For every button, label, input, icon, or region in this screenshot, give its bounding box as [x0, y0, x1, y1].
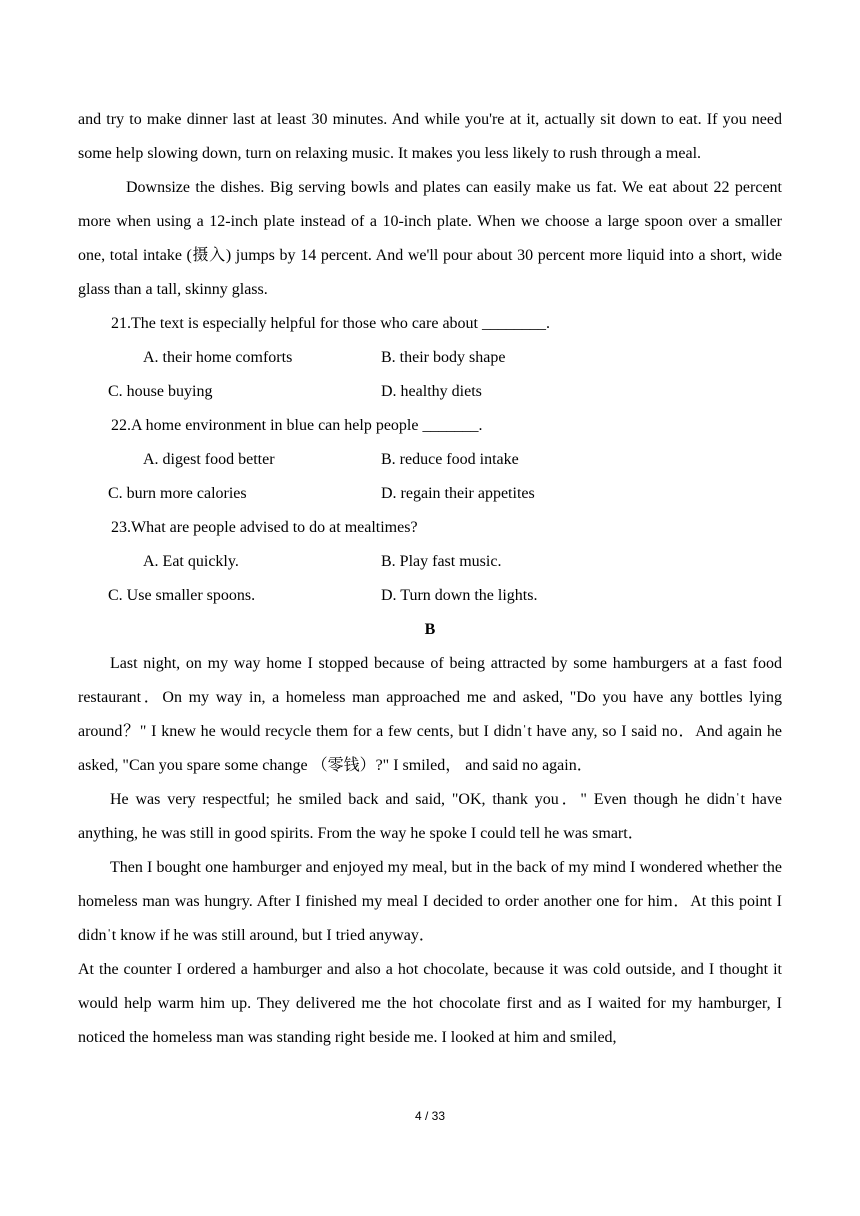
option-c: C. house buying — [108, 383, 213, 400]
question-stem: 22.A home environment in blue can help people _______. — [111, 417, 483, 434]
question-23 — [78, 511, 782, 613]
passage-a-paragraph-2: Downsize the dishes. Big serving bowls and plates can easily make us fat. We eat about 22 percent more when using a 12-inch plate instead of a 10-inch plate. When we choose a large spoon over a smaller one, total intake (摄入) jumps by 14 percent. And we'll pour about 30 percent more liquid into a short, wide glass than a tall, skinny glass. — [78, 179, 782, 298]
section-b-title: B — [424, 621, 436, 638]
question-22 — [78, 409, 782, 511]
options-row — [78, 375, 782, 409]
options-row — [78, 477, 782, 511]
options-row — [78, 545, 782, 579]
question-stem: 23.What are people advised to do at mealtimes? — [111, 519, 418, 536]
option-b: B. Play fast music. — [381, 553, 502, 570]
option-c: C. Use smaller spoons. — [108, 587, 256, 604]
options-row — [78, 579, 782, 613]
section-b-paragraph-4: At the counter I ordered a hamburger and also a hot chocolate, because it was cold outside, and I thought it would help warm him up. They delivered me the hot chocolate first and as I waited for my hamburger, I noticed the homeless man was standing right beside me. I looked at him and smiled, — [78, 961, 782, 1046]
option-a: A. their home comforts — [143, 349, 293, 366]
section-b-paragraph-1: Last night, on my way home I stopped because of being attracted by some hamburgers at a fast food restaurant．On my way in, a homeless man approached me and asked, "Do you have any bottles lying around？" I knew he would recycle them for a few cents, but I didnˈt have any, so I said no．And again he asked, "Can you spare some change （零钱）?" I smiled， and said no again． — [78, 655, 782, 774]
option-a: A. digest food better — [143, 451, 275, 468]
options-row — [78, 443, 782, 477]
page-number: 4 / 33 — [414, 1109, 446, 1123]
option-d: D. Turn down the lights. — [381, 587, 538, 604]
option-c: C. burn more calories — [108, 485, 247, 502]
passage-a-paragraph-1: and try to make dinner last at least 30 minutes. And while you're at it, actually sit down to eat. If you need some help slowing down, turn on relaxing music. It makes you less likely to rush through a meal. — [78, 111, 782, 162]
page-content — [78, 103, 782, 1055]
option-d: D. regain their appetites — [381, 485, 535, 502]
option-b: B. reduce food intake — [381, 451, 519, 468]
section-b-paragraph-2: He was very respectful; he smiled back and said, "OK, thank you．" Even though he didnˈt have anything, he was still in good spirits. From the way he spoke I could tell he was smart． — [78, 791, 782, 842]
option-d: D. healthy diets — [381, 383, 482, 400]
option-a: A. Eat quickly. — [143, 553, 239, 570]
option-b: B. their body shape — [381, 349, 506, 366]
question-stem: 21.The text is especially helpful for those who care about ________. — [111, 315, 550, 332]
options-row — [78, 341, 782, 375]
section-b-paragraph-3: Then I bought one hamburger and enjoyed my meal, but in the back of my mind I wondered whether the homeless man was hungry. After I finished my meal I decided to order another one for him．At this point I didnˈt know if he was still around, but I tried anyway． — [78, 859, 783, 944]
question-21 — [78, 307, 782, 409]
